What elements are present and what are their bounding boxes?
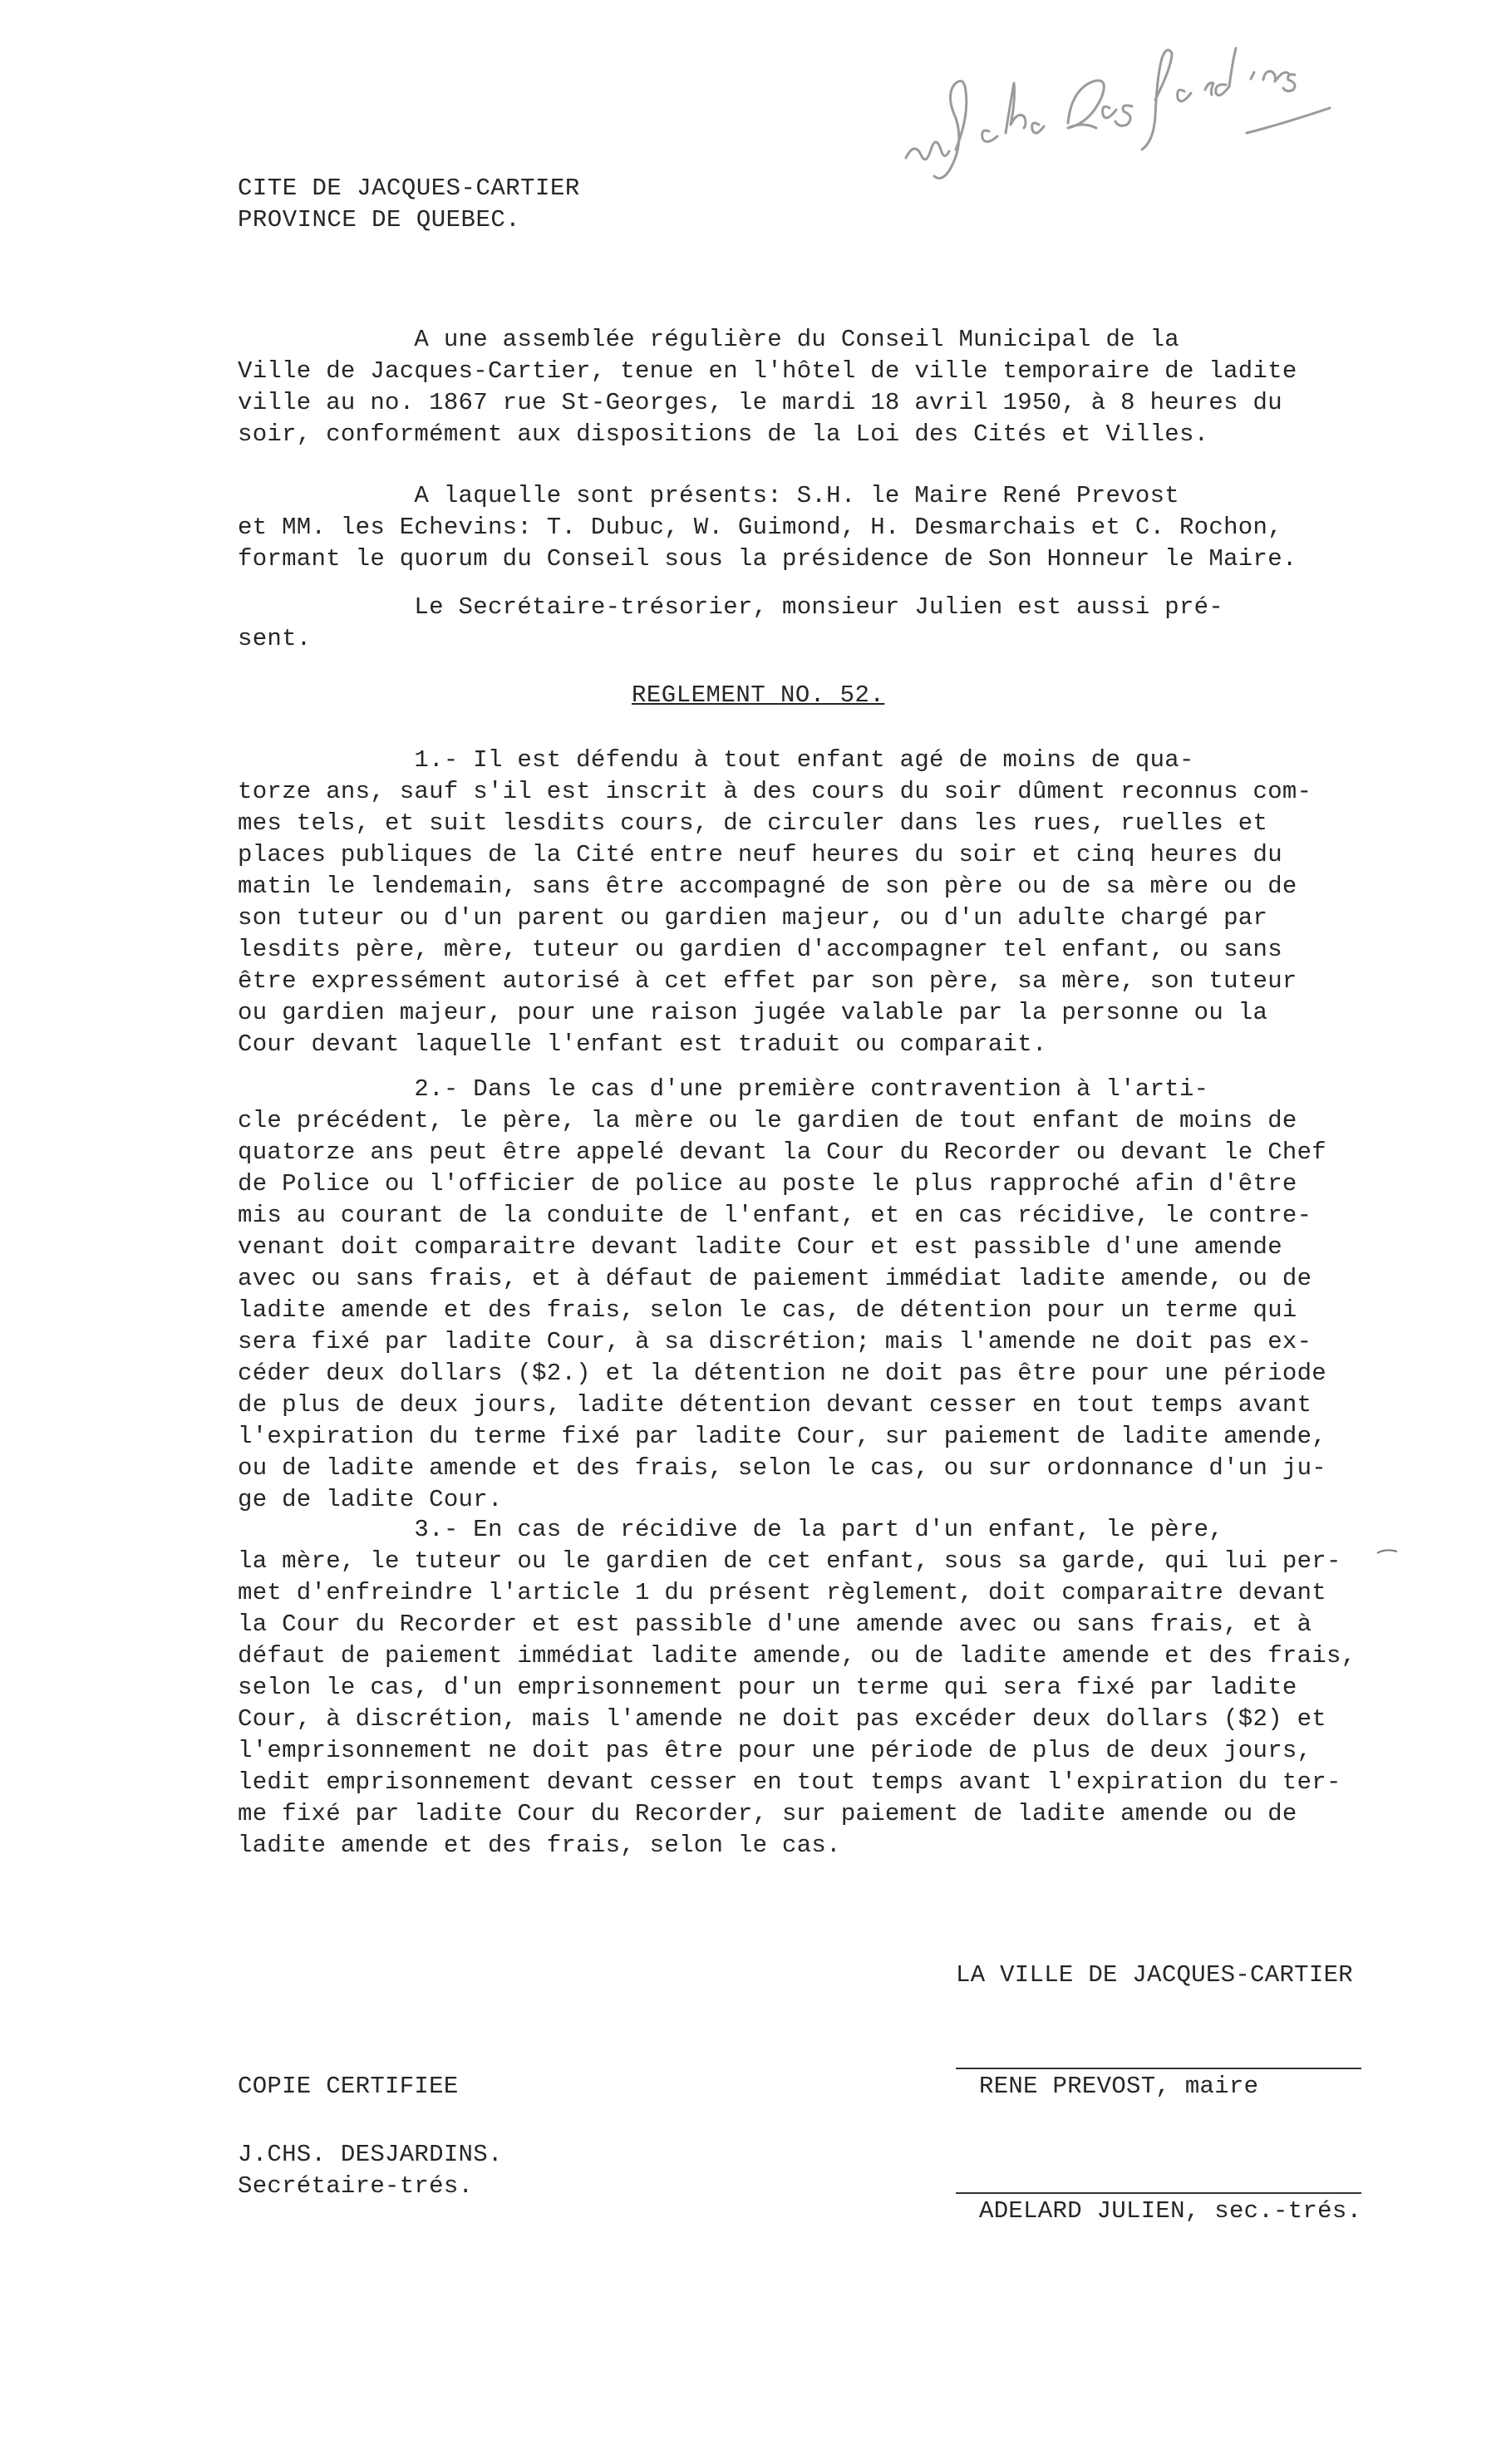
handwritten-annotation <box>898 33 1346 216</box>
text-line: l'emprisonnement ne doit pas être pour une période de plus de deux jours, <box>238 1737 1312 1764</box>
certifier-title: Secrétaire-trés. <box>238 2172 474 2200</box>
article-1 <box>238 745 1370 1060</box>
article-2 <box>238 1074 1370 1516</box>
text-line: Ville de Jacques-Cartier, tenue en l'hôtel de ville temporaire de ladite <box>238 357 1297 385</box>
bylaw-heading: REGLEMENT NO. 52. <box>632 681 885 709</box>
certifier-name: J.CHS. DESJARDINS. <box>238 2141 503 2168</box>
text-line: 2.- Dans le cas d'une première contravention à l'arti- <box>238 1075 1209 1103</box>
article-3 <box>238 1514 1370 1862</box>
text-line: lesdits père, mère, tuteur ou gardien d'accompagner tel enfant, ou sans <box>238 936 1282 963</box>
text-line: ladite amende et des frais, selon le cas. <box>238 1832 841 1859</box>
text-line: 1.- Il est défendu à tout enfant agé de moins de qua- <box>238 746 1194 774</box>
text-line: céder deux dollars ($2.) et la détention ne doit pas être pour une période <box>238 1360 1327 1387</box>
text-line: formant le quorum du Conseil sous la présidence de Son Honneur le Maire. <box>238 545 1297 573</box>
text-line: sent. <box>238 625 312 652</box>
text-line: ou gardien majeur, pour une raison jugée valable par la personne ou la <box>238 999 1268 1026</box>
text-line: places publiques de la Cité entre neuf heures du soir et cinq heures du <box>238 841 1282 868</box>
text-line: défaut de paiement immédiat ladite amende, ou de ladite amende et des frais, <box>238 1642 1356 1670</box>
text-line: mes tels, et suit lesdits cours, de circuler dans les rues, ruelles et <box>238 809 1268 837</box>
text-line: l'expiration du terme fixé par ladite Cour, sur paiement de ladite amende, <box>238 1423 1327 1450</box>
text-line: Le Secrétaire-trésorier, monsieur Julien est aussi pré- <box>238 593 1224 621</box>
treasurer-signature-name: ADELARD JULIEN, sec.-trés. <box>979 2197 1362 2225</box>
text-line: ville au no. 1867 rue St-Georges, le mardi 18 avril 1950, à 8 heures du <box>238 389 1282 416</box>
secretary-paragraph <box>238 592 1370 655</box>
text-line: matin le lendemain, sans être accompagné de son père ou de sa mère ou de <box>238 873 1297 900</box>
text-line: soir, conformément aux dispositions de la Loi des Cités et Villes. <box>238 421 1209 448</box>
preamble-paragraph <box>238 324 1370 450</box>
treasurer-signature-line <box>956 2192 1361 2194</box>
text-line: ge de ladite Cour. <box>238 1486 503 1513</box>
text-line: met d'enfreindre l'article 1 du présent règlement, doit comparaitre devant <box>238 1579 1327 1606</box>
text-line: ou de ladite amende et des frais, selon le cas, ou sur ordonnance d'un ju- <box>238 1454 1327 1482</box>
text-line: avec ou sans frais, et à défaut de paiement immédiat ladite amende, ou de <box>238 1265 1312 1292</box>
text-line: sera fixé par ladite Cour, à sa discrétion; mais l'amende ne doit pas ex- <box>238 1328 1312 1355</box>
city-name: CITE DE JACQUES-CARTIER <box>238 175 580 202</box>
province-name: PROVINCE DE QUEBEC. <box>238 206 521 234</box>
attendance-paragraph <box>238 480 1370 575</box>
text-line: ledit emprisonnement devant cesser en tout temps avant l'expiration du ter- <box>238 1768 1341 1796</box>
text-line: A une assemblée régulière du Conseil Municipal de la <box>238 326 1179 353</box>
text-line: 3.- En cas de récidive de la part d'un enfant, le père, <box>238 1516 1224 1543</box>
text-line: la Cour du Recorder et est passible d'une amende avec ou sans frais, et à <box>238 1611 1312 1638</box>
text-line: Cour devant laquelle l'enfant est traduit ou comparait. <box>238 1030 1047 1058</box>
certified-copy-label: COPIE CERTIFIEE <box>238 2073 459 2100</box>
text-line: son tuteur ou d'un parent ou gardien majeur, ou d'un adulte chargé par <box>238 904 1268 932</box>
text-line: cle précédent, le père, la mère ou le gardien de tout enfant de moins de <box>238 1107 1297 1134</box>
document-header <box>238 173 580 236</box>
text-line: venant doit comparaitre devant ladite Cour et est passible d'une amende <box>238 1233 1282 1261</box>
text-line: la mère, le tuteur ou le gardien de cet enfant, sous sa garde, qui lui per- <box>238 1547 1341 1575</box>
stray-mark <box>1375 1544 1400 1551</box>
mayor-signature-name: RENE PREVOST, maire <box>979 2073 1259 2100</box>
city-signature-label: LA VILLE DE JACQUES-CARTIER <box>956 1961 1353 1989</box>
text-line: selon le cas, d'un emprisonnement pour un terme qui sera fixé par ladite <box>238 1674 1297 1701</box>
text-line: quatorze ans peut être appelé devant la Cour du Recorder ou devant le Chef <box>238 1139 1327 1166</box>
text-line: de plus de deux jours, ladite détention devant cesser en tout temps avant <box>238 1391 1312 1419</box>
text-line: A laquelle sont présents: S.H. le Maire René Prevost <box>238 482 1179 509</box>
text-line: me fixé par ladite Cour du Recorder, sur paiement de ladite amende ou de <box>238 1800 1297 1827</box>
text-line: torze ans, sauf s'il est inscrit à des cours du soir dûment reconnus com- <box>238 778 1312 805</box>
text-line: être expressément autorisé à cet effet par son père, sa mère, son tuteur <box>238 967 1297 995</box>
text-line: ladite amende et des frais, selon le cas, de détention pour un terme qui <box>238 1296 1297 1324</box>
text-line: Cour, à discrétion, mais l'amende ne doit pas excéder deux dollars ($2) et <box>238 1705 1327 1733</box>
mayor-signature-line <box>956 2068 1361 2069</box>
text-line: mis au courant de la conduite de l'enfant, et en cas récidive, le contre- <box>238 1202 1312 1229</box>
text-line: et MM. les Echevins: T. Dubuc, W. Guimond, H. Desmarchais et C. Rochon, <box>238 514 1282 541</box>
text-line: de Police ou l'officier de police au poste le plus rapproché afin d'être <box>238 1170 1297 1198</box>
